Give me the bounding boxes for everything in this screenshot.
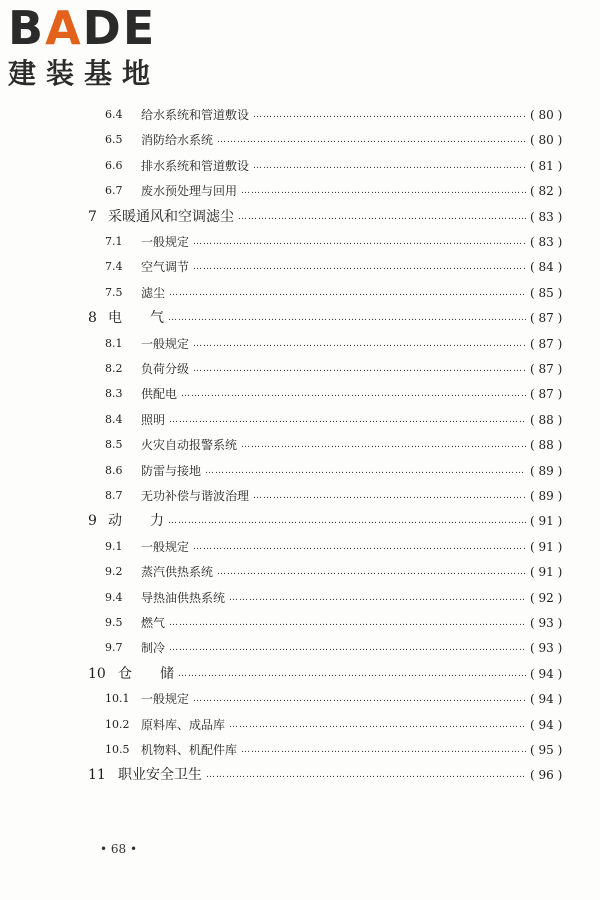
toc-entry-page: ( 87 ) xyxy=(530,311,563,326)
toc-entry-page: ( 89 ) xyxy=(530,489,563,503)
toc-entry-title: 采暖通风和空调滤尘 xyxy=(108,208,234,225)
toc-chapter-row xyxy=(0,308,600,328)
toc-entry-page: ( 82 ) xyxy=(530,184,563,199)
toc-entry-page: ( 85 ) xyxy=(530,285,563,300)
toc-chapter-row xyxy=(0,765,600,785)
toc-section-row xyxy=(0,689,600,709)
toc-entry-number: 6.6 xyxy=(105,158,123,172)
toc-section-row xyxy=(0,461,600,481)
toc-entry-page: ( 94 ) xyxy=(530,692,563,707)
toc-dot-leader xyxy=(169,613,526,633)
toc-dot-leader xyxy=(169,410,526,430)
toc-entry-title: 供配电 xyxy=(141,387,178,402)
toc-section-row xyxy=(0,384,600,404)
toc-entry-page: ( 88 ) xyxy=(530,438,563,453)
toc-entry-number: 8.4 xyxy=(105,412,123,426)
toc-entry-title: 职业安全卫生 xyxy=(118,767,202,784)
toc-section-row xyxy=(0,613,600,633)
toc-entry-page: ( 96 ) xyxy=(530,768,563,783)
toc-entry-number: 11 xyxy=(88,767,106,784)
toc-entry-title: 滤尘 xyxy=(141,285,166,300)
toc-entry-title: 消防给水系统 xyxy=(141,133,214,148)
toc-dot-leader xyxy=(253,486,526,506)
toc-section-row xyxy=(0,588,600,608)
toc-entry-page: ( 83 ) xyxy=(530,209,563,224)
toc-dot-leader xyxy=(241,435,526,455)
toc-entry-title: 蒸汽供热系统 xyxy=(141,565,214,580)
toc-section-row xyxy=(0,435,600,455)
toc-entry-title: 防雷与接地 xyxy=(141,463,202,478)
toc-entry-number: 9.4 xyxy=(105,590,123,604)
toc-entry-title: 原料库、成品库 xyxy=(141,717,226,732)
toc-dot-leader xyxy=(205,461,526,481)
toc-section-row xyxy=(0,537,600,557)
toc-entry-number: 8.7 xyxy=(105,489,123,502)
page-number: • 68 • xyxy=(100,842,138,856)
toc-section-row xyxy=(0,232,600,252)
toc-section-row xyxy=(0,638,600,658)
toc-entry-title: 动 力 xyxy=(108,513,164,530)
toc-dot-leader xyxy=(193,689,526,709)
toc-entry-number: 10.5 xyxy=(105,743,130,756)
toc-dot-leader xyxy=(217,130,526,150)
toc-section-row xyxy=(0,130,600,150)
toc-entry-number: 9.7 xyxy=(105,641,123,655)
toc-dot-leader xyxy=(217,562,526,582)
toc-dot-leader xyxy=(229,715,526,735)
toc-entry-number: 7.4 xyxy=(105,260,123,274)
toc-section-row xyxy=(0,410,600,430)
toc-dot-leader xyxy=(193,537,526,557)
toc-entry-number: 10 xyxy=(88,665,106,682)
toc-entry-title: 照明 xyxy=(141,412,166,427)
toc-entry-number: 10.1 xyxy=(105,692,130,706)
toc-entry-page: ( 91 ) xyxy=(530,514,563,529)
toc-entry-page: ( 89 ) xyxy=(530,463,563,478)
toc-entry-title: 一般规定 xyxy=(141,235,190,249)
toc-dot-leader xyxy=(181,384,526,404)
toc-entry-page: ( 81 ) xyxy=(530,158,563,173)
toc-dot-leader xyxy=(168,308,526,328)
toc-entry-number: 9.5 xyxy=(105,616,123,629)
toc-entry-number: 8.5 xyxy=(105,438,123,452)
toc-entry-number: 6.4 xyxy=(105,108,123,121)
toc-section-row xyxy=(0,257,600,277)
toc-entry-title: 火灾自动报警系统 xyxy=(141,438,238,453)
toc-entry-number: 7.5 xyxy=(105,285,123,299)
toc-section-row xyxy=(0,486,600,506)
toc-entry-page: ( 80 ) xyxy=(530,133,563,148)
toc-entry-number: 6.5 xyxy=(105,133,123,147)
toc-entry-page: ( 87 ) xyxy=(530,362,563,376)
toc-dot-leader xyxy=(241,181,526,201)
toc-entry-page: ( 92 ) xyxy=(530,590,563,605)
toc-entry-title: 给水系统和管道敷设 xyxy=(141,108,250,122)
toc-entry-number: 9.2 xyxy=(105,565,123,579)
toc-entry-number: 8 xyxy=(88,310,97,327)
toc-section-row xyxy=(0,715,600,735)
toc-entry-title: 无功补偿与谐波治理 xyxy=(141,489,250,503)
toc-section-row xyxy=(0,740,600,760)
toc-chapter-row xyxy=(0,664,600,684)
toc-dot-leader xyxy=(193,232,526,252)
toc-chapter-row xyxy=(0,511,600,531)
toc-entry-title: 机物料、机配件库 xyxy=(141,743,238,757)
toc-entry-page: ( 94 ) xyxy=(530,666,563,681)
toc-dot-leader xyxy=(238,207,526,227)
toc-entry-number: 10.2 xyxy=(105,717,130,731)
toc-section-row xyxy=(0,334,600,354)
toc-entry-title: 燃气 xyxy=(141,616,166,630)
toc-section-row xyxy=(0,283,600,303)
toc-entry-title: 电 气 xyxy=(108,310,164,327)
toc-entry-title: 一般规定 xyxy=(141,336,190,351)
toc-entry-title: 一般规定 xyxy=(141,692,190,707)
toc-dot-leader xyxy=(206,765,526,785)
toc-dot-leader xyxy=(169,283,526,303)
toc-dot-leader xyxy=(193,359,526,379)
toc-dot-leader xyxy=(193,334,526,354)
toc-entry-number: 7.1 xyxy=(105,235,123,248)
toc-entry-title: 导热油供热系统 xyxy=(141,590,226,605)
toc-entry-number: 8.6 xyxy=(105,463,123,477)
toc-dot-leader xyxy=(169,638,526,658)
toc-entry-number: 9 xyxy=(88,513,97,530)
toc-section-row xyxy=(0,562,600,582)
toc-entry-number: 8.1 xyxy=(105,336,123,350)
toc-dot-leader xyxy=(253,156,526,176)
toc-entry-page: ( 83 ) xyxy=(530,235,563,249)
toc-dot-leader xyxy=(178,664,526,684)
toc-entry-title: 仓 储 xyxy=(118,665,174,682)
toc-dot-leader xyxy=(241,740,526,760)
toc-entry-title: 制冷 xyxy=(141,641,166,656)
toc-entry-number: 8.3 xyxy=(105,387,123,401)
logo-subtitle: 建装基地 xyxy=(8,57,161,90)
toc-chapter-row xyxy=(0,207,600,227)
toc-entry-title: 排水系统和管道敷设 xyxy=(141,158,250,173)
toc-entry-page: ( 88 ) xyxy=(530,412,563,427)
toc-entry-number: 7 xyxy=(88,208,97,225)
toc-dot-leader xyxy=(193,257,526,277)
toc-entry-page: ( 94 ) xyxy=(530,717,563,732)
toc-entry-page: ( 91 ) xyxy=(530,565,563,580)
toc-entry-page: ( 80 ) xyxy=(530,108,563,122)
toc-dot-leader xyxy=(253,105,526,125)
toc-entry-title: 一般规定 xyxy=(141,539,190,554)
toc-entry-title: 负荷分级 xyxy=(141,362,190,376)
toc-section-row xyxy=(0,359,600,379)
toc-section-row xyxy=(0,105,600,125)
toc-entry-page: ( 84 ) xyxy=(530,260,563,275)
logo xyxy=(6,2,186,94)
toc-dot-leader xyxy=(229,588,526,608)
toc-entry-page: ( 93 ) xyxy=(530,616,563,630)
toc-dot-leader xyxy=(168,511,526,531)
toc-entry-number: 9.1 xyxy=(105,539,123,553)
toc-entry-title: 空气调节 xyxy=(141,260,190,275)
toc-entry-page: ( 95 ) xyxy=(530,743,563,757)
toc-section-row xyxy=(0,181,600,201)
toc-entry-page: ( 91 ) xyxy=(530,539,563,554)
toc-entry-page: ( 87 ) xyxy=(530,387,563,402)
toc-entry-title: 废水预处理与回用 xyxy=(141,184,238,199)
toc-entry-number: 8.2 xyxy=(105,362,123,375)
toc-entry-number: 6.7 xyxy=(105,184,123,198)
toc-entry-page: ( 87 ) xyxy=(530,336,563,351)
toc-section-row xyxy=(0,156,600,176)
logo-wordmark: BADE xyxy=(8,1,157,55)
toc-entry-page: ( 93 ) xyxy=(530,641,563,656)
